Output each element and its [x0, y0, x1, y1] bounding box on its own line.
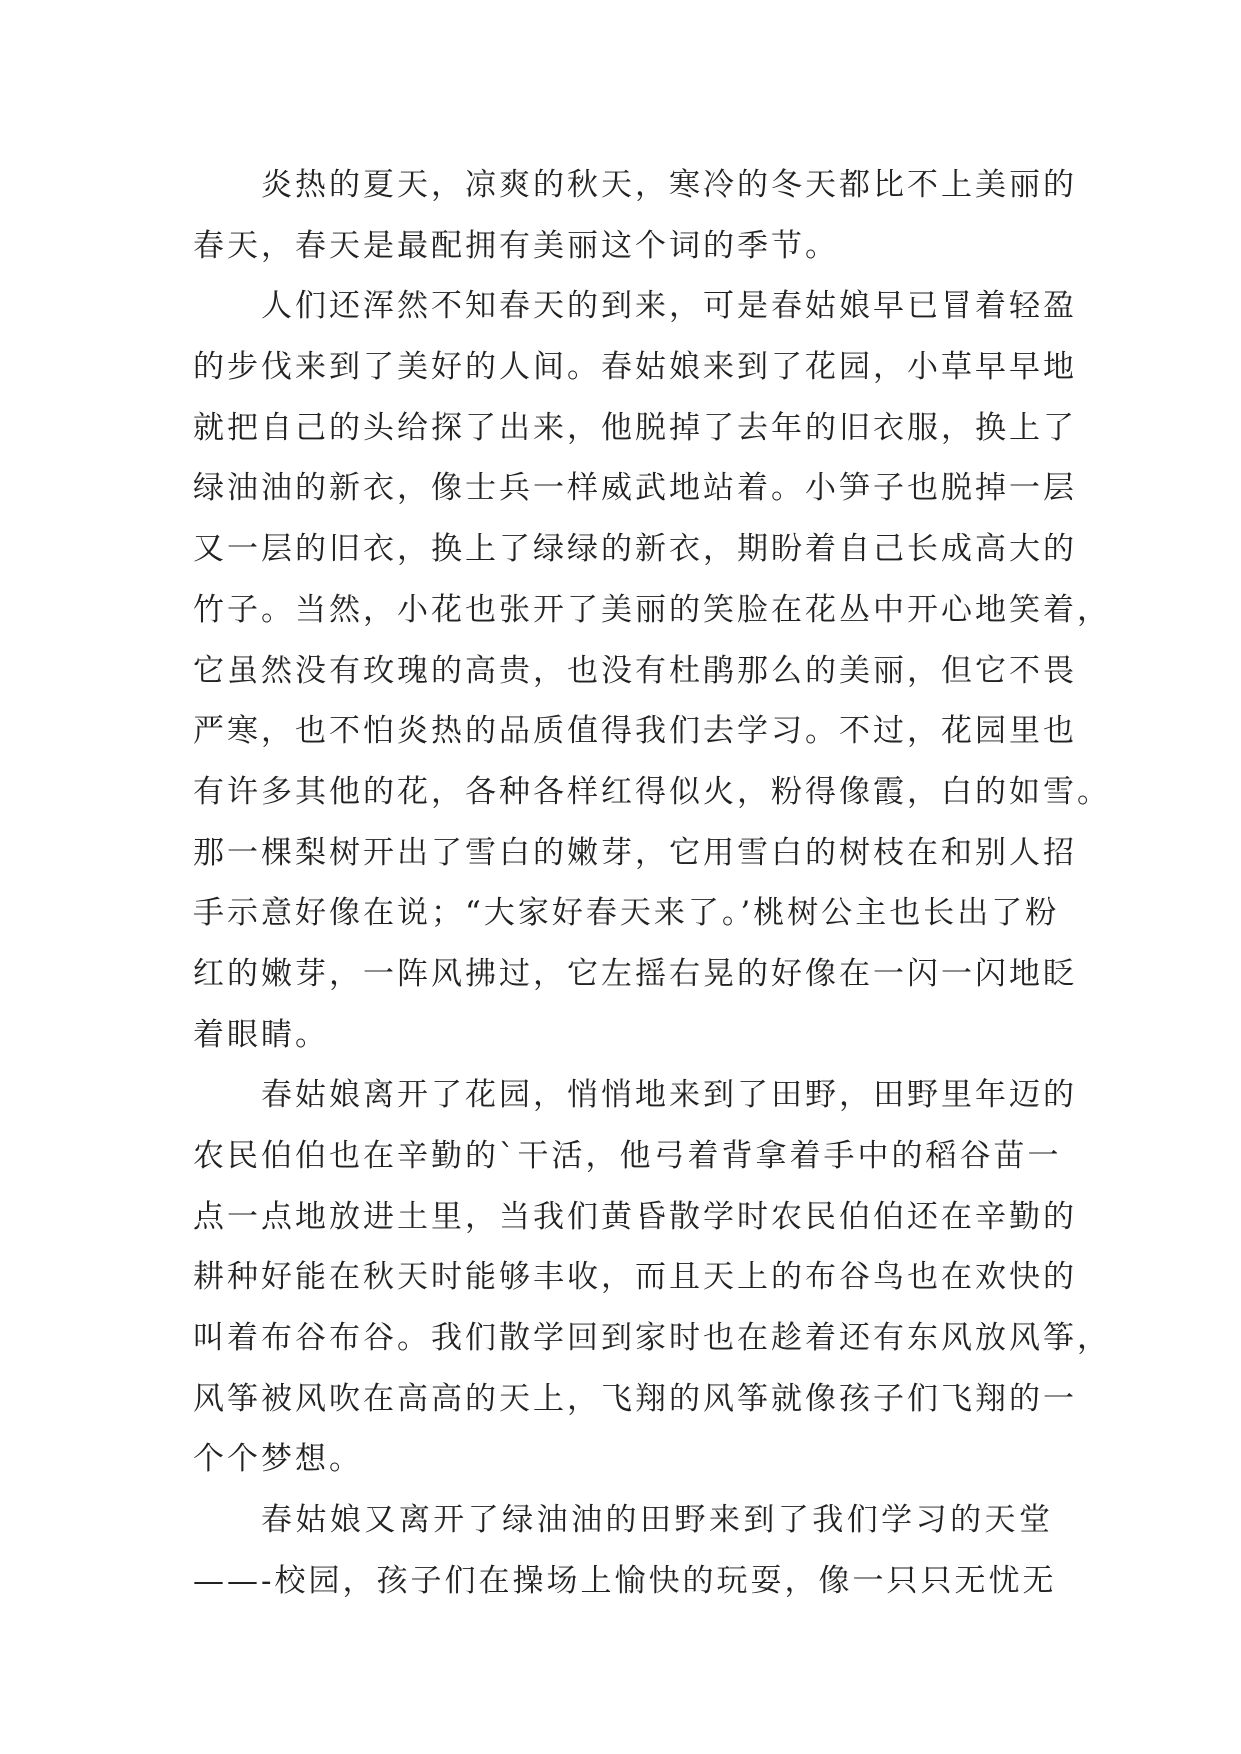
text-line: 点一点地放进土里，当我们黄昏散学时农民伯伯还在辛勤的 — [193, 1198, 1077, 1235]
text-line: 红的嫩芽，一阵风拂过，它左摇右晃的好像在一闪一闪地眨 — [193, 955, 1077, 992]
text-line: ——-校园，孩子们在操场上愉快的玩耍，像一只只无忧无 — [193, 1562, 1057, 1599]
text-line: 叫着布谷布谷。我们散学回到家时也在趁着还有东风放风筝， — [193, 1320, 1111, 1357]
paragraph — [193, 1065, 1111, 1490]
text-line: 风筝被风吹在高高的天上，飞翔的风筝就像孩子们飞翔的一 — [193, 1380, 1077, 1417]
text-line: 它虽然没有玫瑰的高贵，也没有杜鹃那么的美丽，但它不畏 — [193, 652, 1077, 689]
text-line: 绿油油的新衣，像士兵一样威武地站着。小笋子也脱掉一层 — [193, 470, 1077, 507]
text-line: 就把自己的头给探了出来，他脱掉了去年的旧衣服，换上了 — [193, 409, 1077, 446]
text-line: 手示意好像在说；“大家好春天来了。’桃树公主也长出了粉 — [193, 895, 1060, 932]
text-line: 农民伯伯也在辛勤的`干活，他弓着背拿着手中的稻谷苗一 — [193, 1138, 1062, 1174]
text-line: 春姑娘又离开了绿油油的田野来到了我们学习的天堂 — [261, 1502, 1053, 1539]
text-line: 人们还浑然不知春天的到来，可是春姑娘早已冒着轻盈 — [261, 288, 1077, 325]
text-line: 着眼睛。 — [193, 1016, 329, 1053]
text-line: 有许多其他的花，各种各样红得似火，粉得像霞，白的如雪。 — [193, 773, 1111, 810]
text-line: 又一层的旧衣，换上了绿绿的新衣，期盼着自己长成高大的 — [193, 531, 1077, 568]
paragraph — [193, 155, 1077, 276]
text-line: 的步伐来到了美好的人间。春姑娘来到了花园，小草早早地 — [193, 349, 1077, 386]
text-line: 炎热的夏天，凉爽的秋天，寒冷的冬天都比不上美丽的 — [261, 167, 1077, 203]
text-line: 春姑娘离开了花园，悄悄地来到了田野，田野里年迈的 — [261, 1077, 1077, 1114]
paragraph — [193, 1490, 1057, 1611]
text-line: 个个梦想。 — [193, 1441, 363, 1478]
text-line: 那一棵梨树开出了雪白的嫩芽，它用雪白的树枝在和别人招 — [193, 834, 1077, 871]
text-line: 严寒，也不怕炎热的品质值得我们去学习。不过，花园里也 — [193, 713, 1077, 750]
paragraph — [193, 276, 1111, 1065]
text-line: 耕种好能在秋天时能够丰收，而且天上的布谷鸟也在欢快的 — [193, 1259, 1077, 1296]
document-page — [193, 155, 1111, 1612]
text-line: 竹子。当然，小花也张开了美丽的笑脸在花丛中开心地笑着， — [193, 591, 1111, 628]
text-line: 春天，春天是最配拥有美丽这个词的季节。 — [193, 227, 839, 264]
